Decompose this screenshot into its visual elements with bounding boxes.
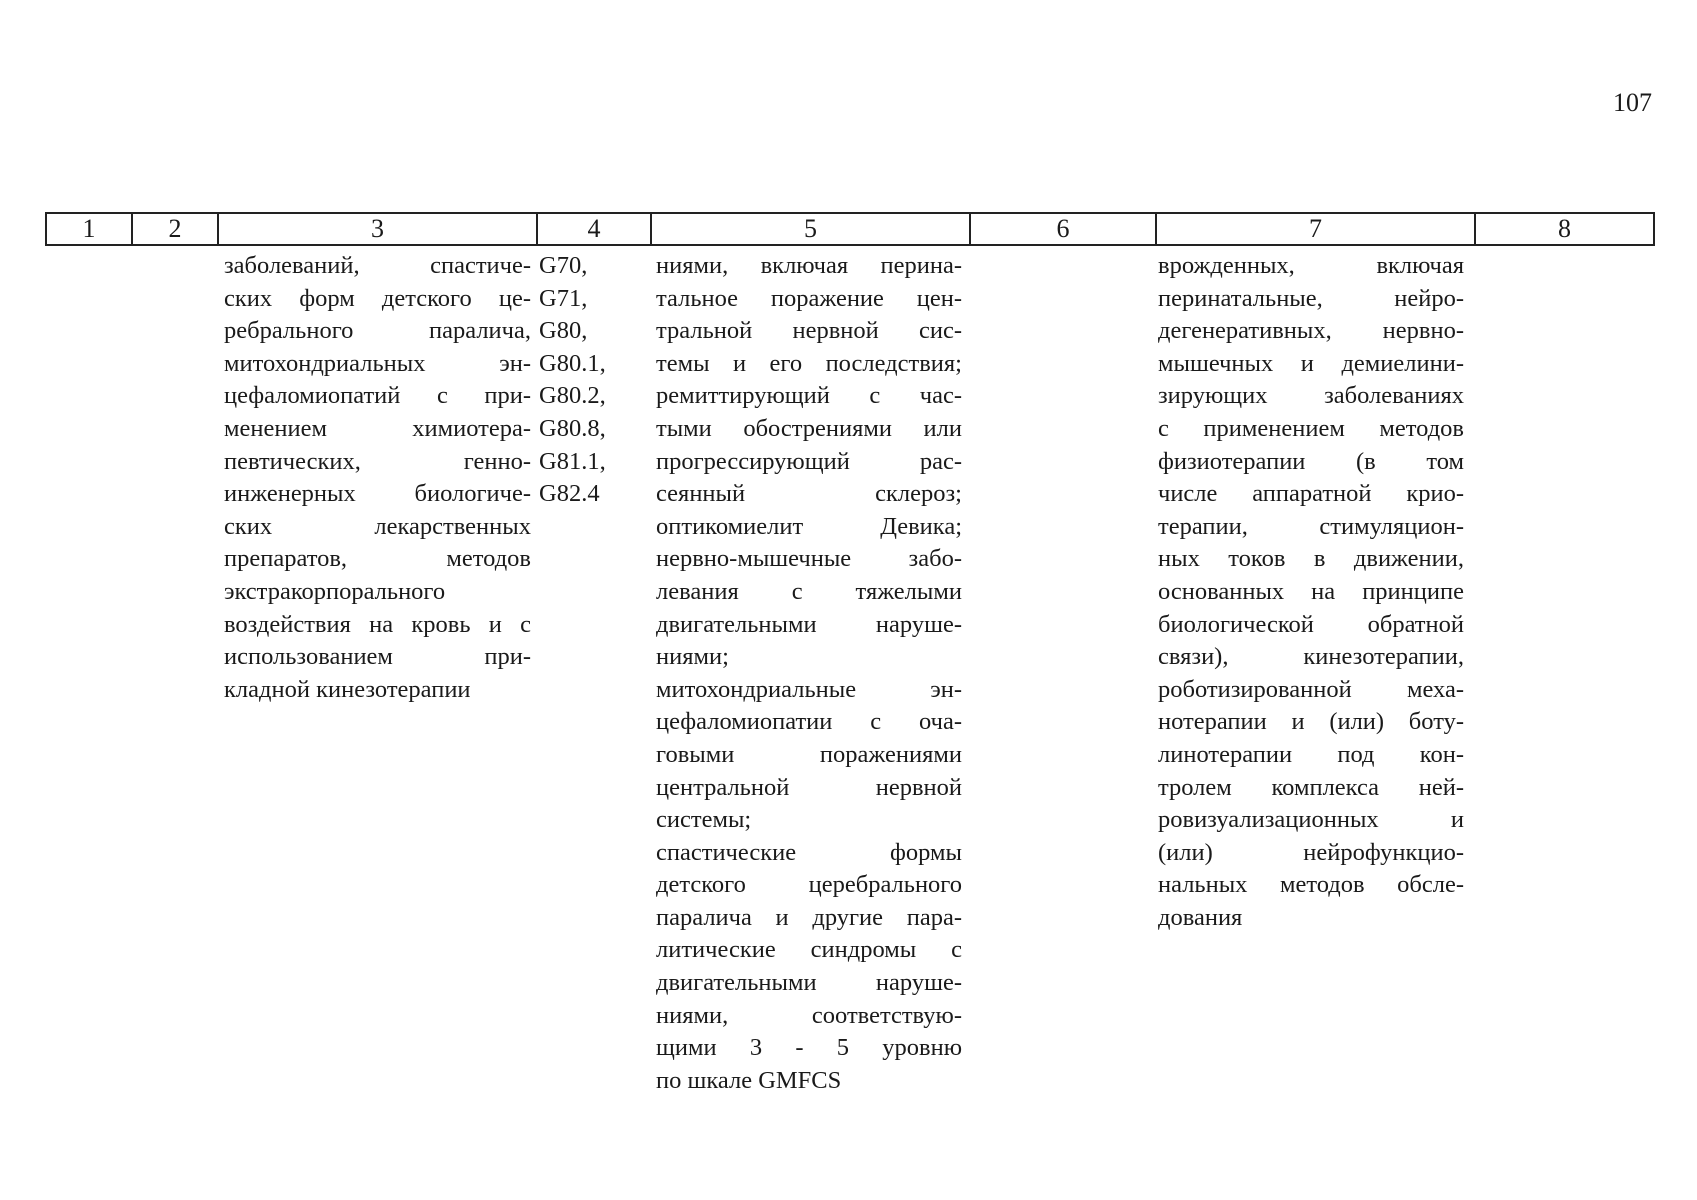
text-line: G80,: [539, 317, 588, 345]
text-line: связи), кинезотерапии,: [1158, 643, 1464, 671]
text-line: воздействия на кровь и с: [224, 610, 531, 638]
text-line: G80.2,: [539, 382, 606, 410]
page-number: 107: [1613, 88, 1652, 117]
header-cell-6: 6: [970, 213, 1156, 245]
text-line: роботизированной меха-: [1158, 675, 1464, 703]
text-line: цефаломиопатий с при-: [224, 382, 531, 410]
text-line: левания с тяжелыми: [656, 577, 962, 605]
text-line: G82.4: [539, 480, 600, 508]
text-line: темы и его последствия;: [656, 349, 962, 377]
column-5-text: [656, 250, 962, 1097]
column-4-codes: [539, 250, 624, 511]
text-line: биологической обратной: [1158, 610, 1464, 638]
text-line: препаратов, методов: [224, 545, 531, 573]
text-line: двигательными наруше-: [656, 610, 962, 638]
text-line: дования: [1158, 903, 1243, 931]
text-line: по шкале GMFCS: [656, 1066, 842, 1094]
text-line: ских лекарственных: [224, 512, 531, 540]
text-line: ниями, соответствую-: [656, 1001, 962, 1029]
text-line: нотерапии и (или) боту-: [1158, 708, 1464, 736]
text-line: ровизуализационных и: [1158, 806, 1464, 834]
header-cell-2: 2: [132, 213, 218, 245]
text-line: детского церебрального: [656, 871, 962, 899]
text-line: (или) нейрофункцио-: [1158, 838, 1464, 866]
text-line: основанных на принципе: [1158, 577, 1464, 605]
text-line: ремиттирующий с час-: [656, 382, 962, 410]
text-line: ниями, включая перина-: [656, 252, 962, 279]
header-cell-3: 3: [218, 213, 537, 245]
text-line: центральной нервной: [656, 773, 962, 801]
text-line: инженерных биологиче-: [224, 480, 531, 508]
text-line: G80.8,: [539, 414, 606, 442]
text-line: литические синдромы с: [656, 936, 962, 964]
header-cell-5: 5: [651, 213, 970, 245]
text-line: мышечных и демиелини-: [1158, 349, 1464, 377]
text-line: использованием при-: [224, 643, 531, 671]
text-line: тыми обострениями или: [656, 414, 962, 442]
text-line: прогрессирующий рас-: [656, 447, 962, 475]
text-line: спастические формы: [656, 838, 962, 866]
text-line: цефаломиопатии с оча-: [656, 708, 962, 736]
text-line: паралича и другие пара-: [656, 903, 962, 931]
column-header-row: [45, 212, 1655, 246]
text-line: певтических, генно-: [224, 447, 531, 475]
text-line: нервно-мышечные забо-: [656, 545, 962, 573]
text-line: менением химиотера-: [224, 414, 531, 442]
text-line: нальных методов обсле-: [1158, 871, 1464, 899]
header-cell-1: 1: [46, 213, 132, 245]
text-line: заболеваний, спастиче-: [224, 252, 531, 279]
text-line: дегенеративных, нервно-: [1158, 317, 1464, 345]
text-line: физиотерапии (в том: [1158, 447, 1464, 475]
column-3-text: [224, 250, 531, 706]
text-line: двигательными наруше-: [656, 969, 962, 997]
header-cell-8: 8: [1475, 213, 1654, 245]
text-line: тролем комплекса ней-: [1158, 773, 1464, 801]
header-cell-7: 7: [1156, 213, 1475, 245]
text-line: тальное поражение цен-: [656, 284, 962, 312]
text-line: G70,: [539, 252, 588, 279]
text-line: кладной кинезотерапии: [224, 675, 471, 703]
text-line: G81.1,: [539, 447, 606, 475]
text-line: оптикомиелит Девика;: [656, 512, 962, 540]
text-line: перинатальные, нейро-: [1158, 284, 1464, 312]
text-line: ских форм детского це-: [224, 284, 531, 312]
text-line: с применением методов: [1158, 414, 1464, 442]
text-line: зирующих заболеваниях: [1158, 382, 1464, 410]
text-line: линотерапии под кон-: [1158, 740, 1464, 768]
column-7-text: [1158, 250, 1464, 934]
text-line: тральной нервной сис-: [656, 317, 962, 345]
text-line: ниями;: [656, 643, 729, 671]
text-line: системы;: [656, 806, 752, 834]
text-line: митохондриальных эн-: [224, 349, 531, 377]
text-line: врожденных, включая: [1158, 252, 1464, 279]
text-line: числе аппаратной крио-: [1158, 480, 1464, 508]
text-line: говыми поражениями: [656, 740, 962, 768]
text-line: экстракорпорального: [224, 577, 446, 605]
text-line: щими 3 - 5 уровню: [656, 1034, 962, 1062]
text-line: митохондриальные эн-: [656, 675, 962, 703]
text-line: G71,: [539, 284, 588, 312]
text-line: сеянный склероз;: [656, 480, 962, 508]
text-line: терапии, стимуляцион-: [1158, 512, 1464, 540]
text-line: ребрального паралича,: [224, 317, 531, 345]
text-line: ных токов в движении,: [1158, 545, 1464, 573]
header-cell-4: 4: [537, 213, 651, 245]
text-line: G80.1,: [539, 349, 606, 377]
